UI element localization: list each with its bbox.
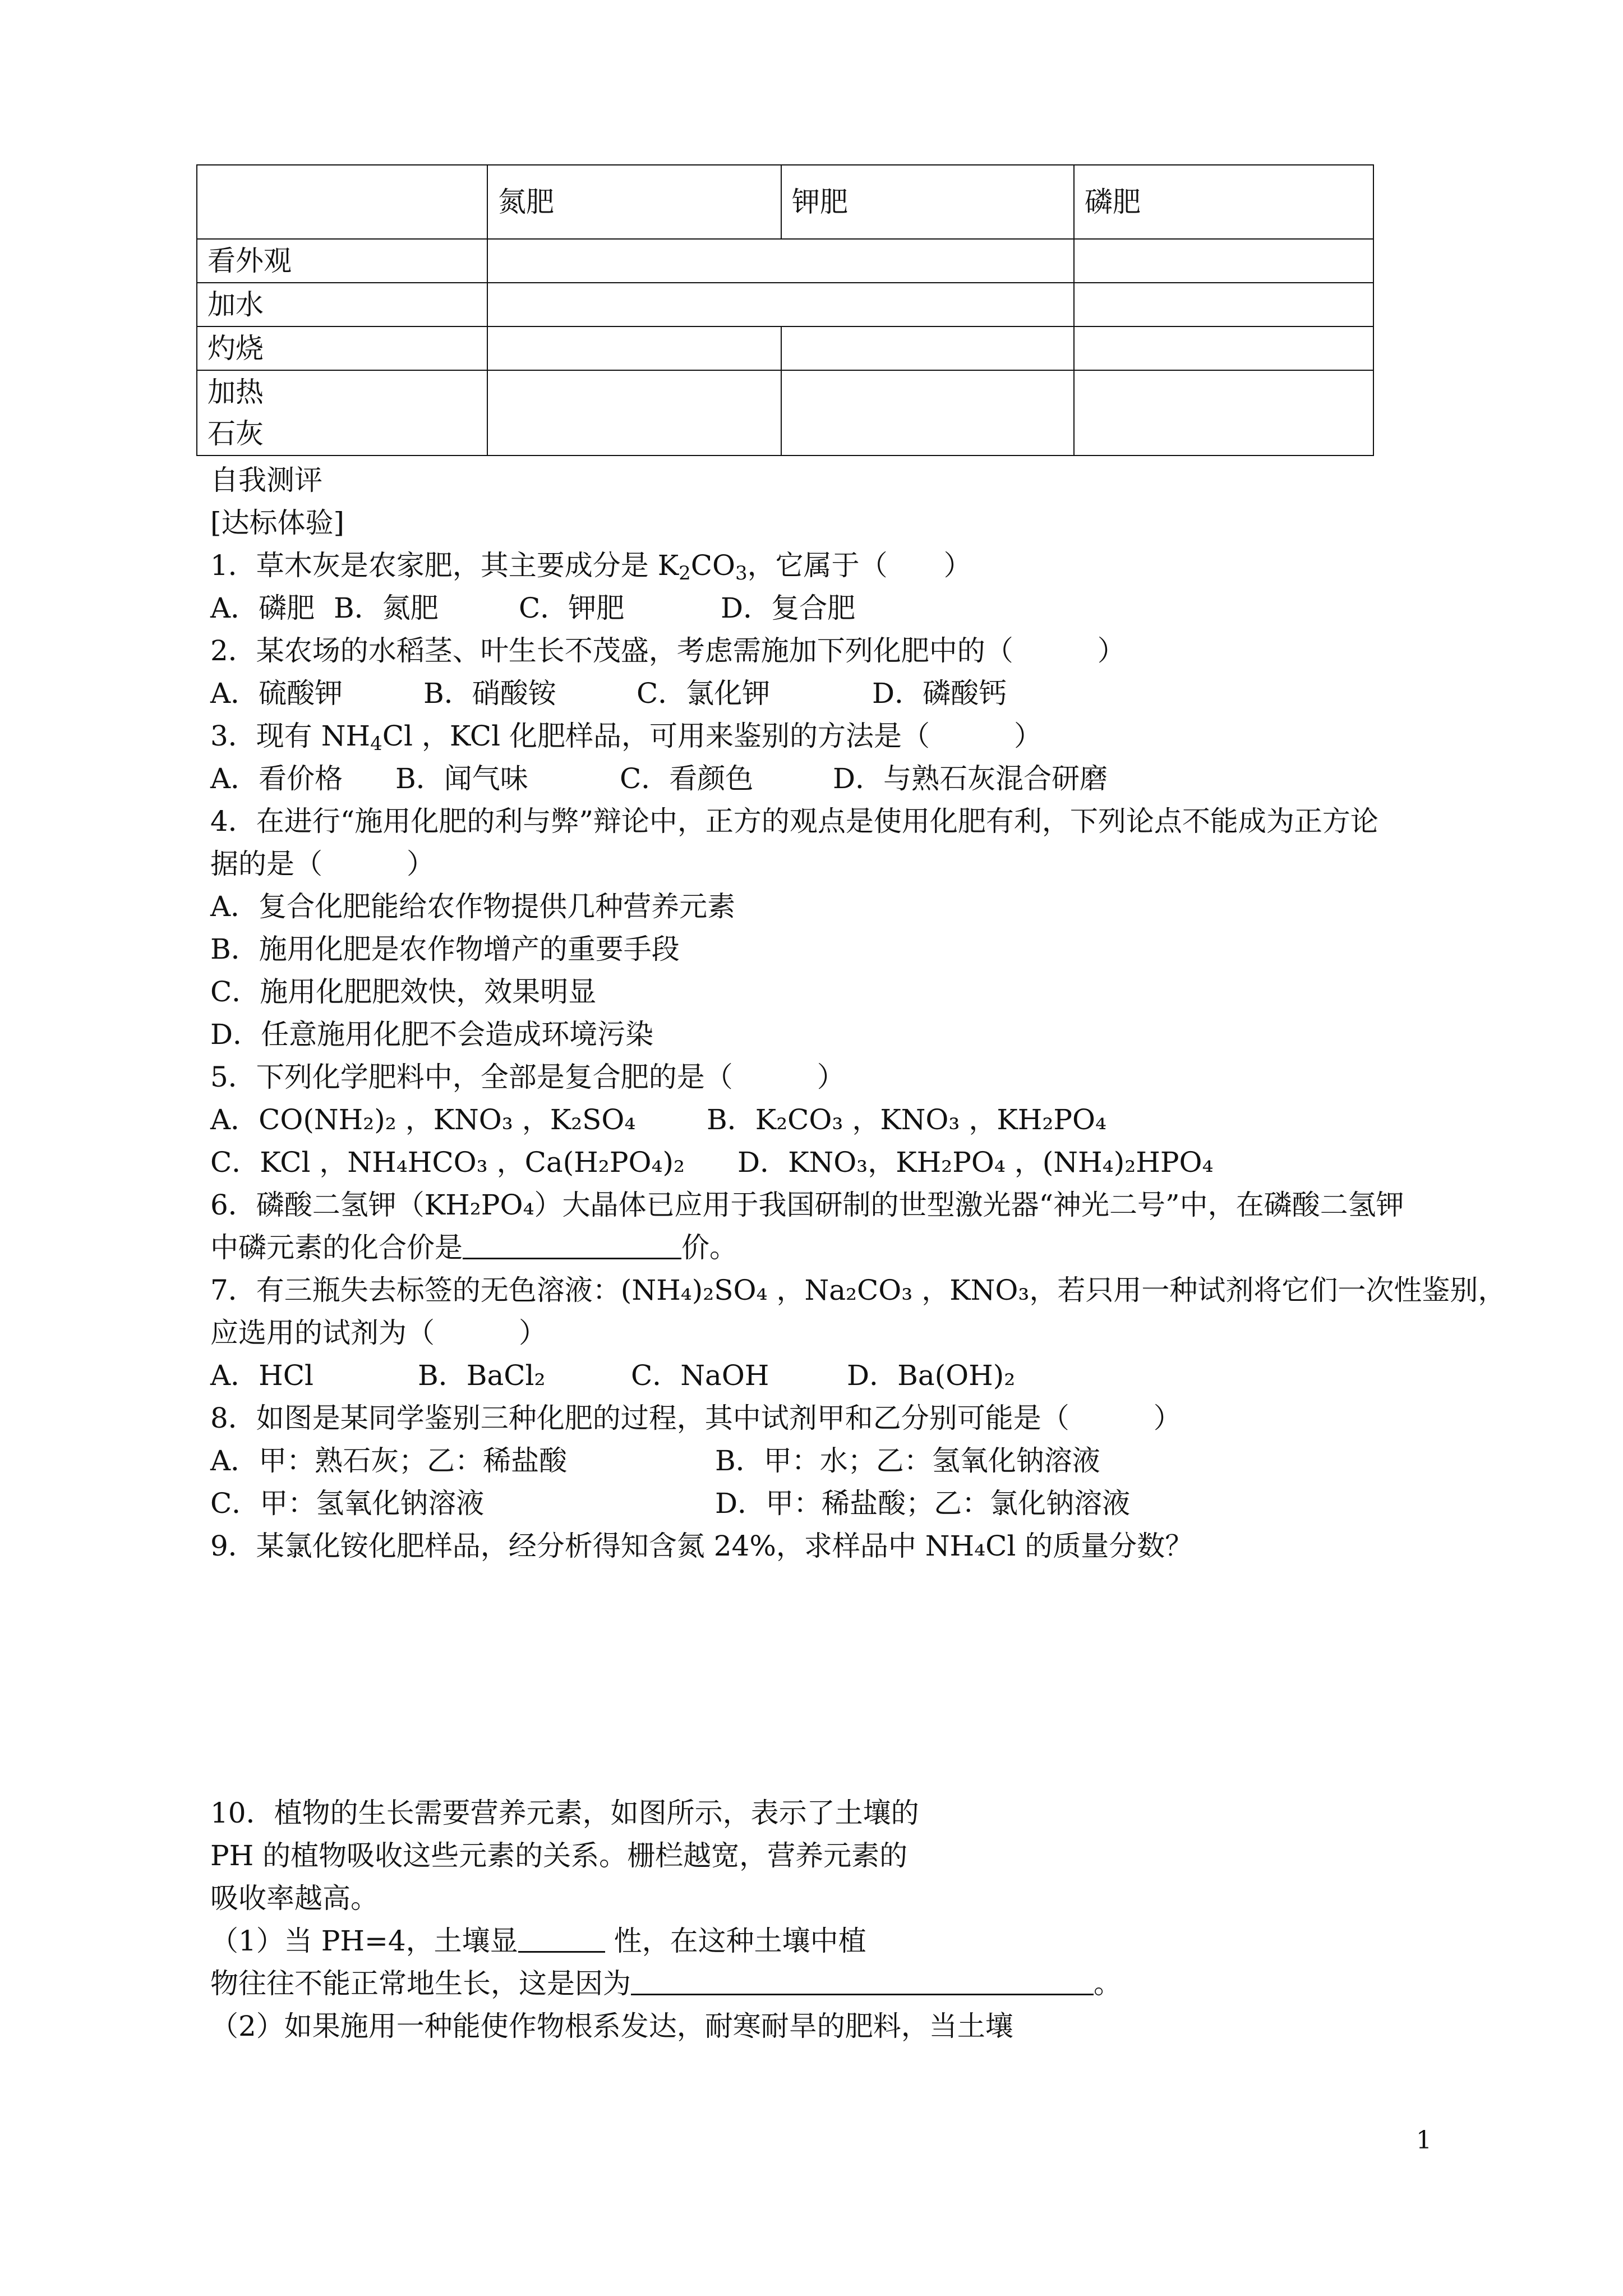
option-c: C．看颜色 [620, 762, 754, 795]
question-5-stem: 5．下列化学肥料中，全部是复合肥的是（ ） [210, 1061, 845, 1093]
option-c: C．氯化钾 [637, 677, 771, 710]
question-10 [210, 1792, 1164, 2047]
question-2-stem: 2．某农场的水稻茎、叶生长不茂盛，考虑需施加下列化肥中的（ ） [210, 634, 1126, 667]
table-cell-empty [781, 370, 1074, 455]
row-label-heat-lime: 加热 石灰 [197, 370, 487, 455]
table-cell-empty [1074, 370, 1373, 455]
question-8-stem: 8．如图是某同学鉴别三种化肥的过程，其中试剂甲和乙分别可能是（ ） [210, 1402, 1182, 1434]
question-1-stem: 1．草木灰是农家肥，其主要成分是 $K_2CO_3$，它属于（ ） [210, 549, 972, 585]
question-7-stem: 7．有三瓶失去标签的无色溶液：(NH₄)₂SO₄ ，Na₂CO₃ ，KNO₃，若只用一种试剂将它们一次性鉴别， [210, 1274, 1506, 1306]
table-row [197, 239, 1373, 283]
exercise-section [210, 459, 1506, 1567]
table-cell-empty [1074, 326, 1373, 370]
option-a: A．甲：熟石灰；乙：稀盐酸 [210, 1444, 568, 1477]
table-cell-empty [1074, 239, 1373, 283]
table-row [197, 370, 1373, 455]
section-title: 自我测评 [210, 464, 322, 496]
option-d: D．KNO₃，KH₂PO₄ ，(NH₄)₂HPO₄ [737, 1146, 1214, 1179]
table-cell-empty [487, 326, 781, 370]
subsection-title: [达标体验] [210, 507, 345, 539]
option-b: B．甲：水；乙：氢氧化钠溶液 [715, 1444, 1100, 1477]
table-header-empty [197, 165, 487, 239]
answer-blank[interactable] [463, 1228, 681, 1259]
option-a: A．CO(NH₂)₂ ，KNO₃ ，K₂SO₄ [210, 1103, 636, 1136]
option-c: C．钾肥 [519, 592, 625, 624]
option-a: A．复合化肥能给农作物提供几种营养元素 [210, 890, 736, 923]
option-d: D．复合肥 [721, 592, 856, 624]
question-3-stem: 3．现有 $NH_4Cl$ ，KCl 化肥样品，可用来鉴别的方法是（ ） [210, 720, 1042, 755]
question-3-options [210, 757, 1433, 800]
row-label-burn: 灼烧 [197, 326, 487, 370]
option-b: B．闻气味 [395, 762, 528, 795]
row-label-appearance: 看外观 [197, 239, 487, 283]
table-cell-empty [487, 239, 1074, 283]
option-b: B．氮肥 [334, 592, 439, 624]
option-a: A．HCl [210, 1359, 313, 1392]
question-10-part-1: （1）当 PH=4，土壤显 性，在这种土壤中植 [210, 1920, 1164, 1962]
question-4-stem: 4．在进行“施用化肥的利与弊”辩论中，正方的观点是使用化肥有利，下列论点不能成为正方论 [210, 805, 1378, 838]
question-6-stem-cont: 中磷元素的化合价是 价。 [210, 1226, 1433, 1269]
table-row [197, 283, 1373, 326]
option-b: B．施用化肥是农作物增产的重要手段 [210, 933, 680, 965]
table-cell-empty [1074, 283, 1373, 326]
question-7-stem-cont: 应选用的试剂为（ ） [210, 1317, 547, 1349]
table-header-phosphorus: 磷肥 [1074, 165, 1373, 239]
question-4-stem-cont: 据的是（ ） [210, 848, 435, 880]
option-b: B．BaCl₂ [418, 1359, 546, 1392]
question-8-options-cd [210, 1482, 1433, 1525]
table-cell-empty [487, 283, 1074, 326]
table-cell-empty [781, 326, 1074, 370]
option-d: D．与熟石灰混合研磨 [833, 762, 1108, 795]
option-c: C．甲：氢氧化钠溶液 [210, 1487, 485, 1520]
option-c: C．KCl ，NH₄HCO₃ ，Ca(H₂PO₄)₂ [210, 1146, 685, 1179]
question-5-options-cd [210, 1141, 1433, 1184]
table-cell-empty [487, 370, 781, 455]
answer-blank[interactable] [518, 1922, 605, 1953]
option-a: A．磷肥 [210, 592, 315, 624]
option-a: A．看价格 [210, 762, 343, 795]
option-d: D．Ba(OH)₂ [847, 1359, 1016, 1392]
option-a: A．硫酸钾 [210, 677, 343, 710]
table-header-potassium: 钾肥 [781, 165, 1074, 239]
option-d: D．磷酸钙 [872, 677, 1007, 710]
option-d: D．甲：稀盐酸；乙：氯化钠溶液 [715, 1487, 1131, 1520]
row-label-add-water: 加水 [197, 283, 487, 326]
question-8-options-ab [210, 1439, 1433, 1482]
option-c: C．NaOH [631, 1359, 769, 1392]
question-7-options [210, 1354, 1433, 1397]
option-b: B．硝酸铵 [423, 677, 556, 710]
question-10-part-1-cont: 物往往不能正常地生长，这是因为 。 [210, 1962, 1164, 2005]
page-number: 1 [1416, 2126, 1432, 2155]
answer-blank[interactable] [631, 1964, 1094, 1995]
option-b: B．K₂CO₃ ，KNO₃ ，KH₂PO₄ [707, 1103, 1107, 1136]
question-10-line: 10．植物的生长需要营养元素，如图所示，表示了土壤的 [210, 1797, 919, 1829]
question-10-part-2: （2）如果施用一种能使作物根系发达，耐寒耐旱的肥料，当土壤 [210, 2010, 1013, 2042]
table-header-row [197, 165, 1373, 239]
table-row [197, 326, 1373, 370]
option-c: C．施用化肥肥效快，效果明显 [210, 976, 597, 1008]
question-5-options-ab [210, 1098, 1433, 1141]
question-2-options [210, 672, 1433, 715]
question-10-line: PH 的植物吸收这些元素的关系。栅栏越宽，营养元素的 [210, 1839, 908, 1872]
question-10-line: 吸收率越高。 [210, 1882, 379, 1915]
question-9-stem: 9．某氯化铵化肥样品，经分析得知含氮 24%，求样品中 NH₄Cl 的质量分数？ [210, 1530, 1193, 1562]
question-6-stem: 6．磷酸二氢钾（KH₂PO₄）大晶体已应用于我国研制的世型激光器“神光二号”中，在磷酸二氢钾 [210, 1189, 1404, 1221]
table-header-nitrogen: 氮肥 [487, 165, 781, 239]
question-1-options [210, 587, 1433, 629]
fertilizer-identification-table [196, 164, 1374, 456]
option-d: D．任意施用化肥不会造成环境污染 [210, 1018, 654, 1051]
